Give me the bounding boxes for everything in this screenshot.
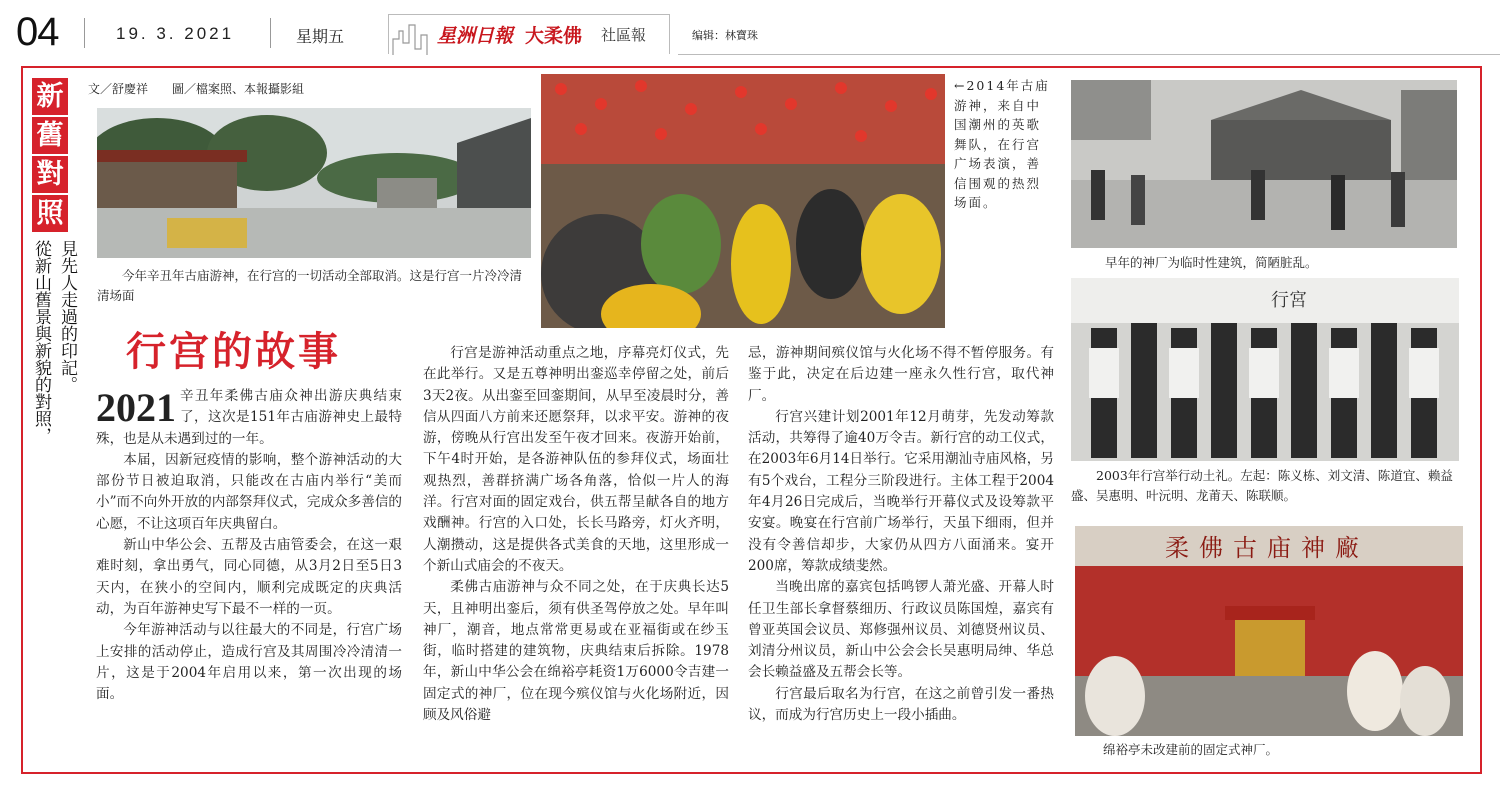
- article-paragraph: 本届，因新冠疫情的影响，整个游神活动的大部份节日被迫取消，只能改在古庙内举行“美而小”而不向外开放的内部祭拜仪式，完成众多善信的心愿，不让这项百年庆典留白。: [96, 451, 403, 532]
- photo-sign-text: 行宮: [1271, 290, 1307, 311]
- article-column-2: [423, 343, 729, 726]
- side-title-char: 照: [32, 195, 68, 232]
- article-paragraph: 当晚出席的嘉宾包括鸣锣人萧光盛、开幕人时任卫生部长拿督蔡细历、行政议员陈国煌，嘉宾有曾亚英国会议员、郑修强州议员、刘德贤州议员、刘清分州议员，新山中公会会长吴惠明局绅、华总会长赖益盛及五帮会长等。: [748, 579, 1054, 681]
- photo-caption: 绵裕亭未改建前的固定式神厂。: [1103, 742, 1279, 757]
- article-paragraph: 今年游神活动与以往最大的不同是，行宫广场上安排的活动停止，造成行宫及其周围冷冷清清一片，这是于2004年启用以来，第一次出现的场面。: [96, 622, 402, 703]
- article-paragraph: 忌，游神期间殡仪馆与火化场不得不暂停服务。有鉴于此，决定在后边建一座永久性行宫，取代神厂。: [748, 345, 1054, 404]
- photo-sign-text: 柔佛古庙神廠: [1165, 534, 1369, 562]
- divider: [84, 18, 85, 48]
- side-title: [32, 78, 68, 234]
- page-header: [0, 0, 1500, 62]
- side-title-char: 新: [32, 78, 68, 115]
- page-number: 04: [16, 10, 59, 54]
- photo-caption: 早年的神厂为临时性建筑，简陋脏乱。: [1105, 255, 1318, 270]
- issue-date: 19. 3. 2021: [116, 24, 235, 43]
- masthead-brand: 星洲日報: [437, 25, 514, 47]
- article-paragraph: 行宫是游神活动重点之地，序幕亮灯仪式，先在此举行。又是五尊神明出銮巡幸停留之处，前后3天2夜。从出銮至回銮期间，从早至凌晨时分，善信从四面八方前来还愿祭拜，以求平安。游神的夜游，傍晚从行宫出发至午夜才回来。夜游开始前，下午4时开始，是各游神队伍的参拜仪式，场面壮观热烈，善群挤满广场各角落，恰似一片人的海洋。行宫对面的固定戏台，供五帮呈献各自的地方戏酬神。行宫的入口处，长长马路旁，灯火齐明，人潮攒动，这是提供各式美食的天地，这里形成一个新山式庙会的不夜天。: [423, 345, 729, 574]
- weekday: 星期五: [296, 27, 345, 46]
- masthead: [388, 14, 670, 54]
- byline: 文／舒慶祥 圖／檔案照、本報攝影組: [88, 82, 305, 96]
- article-column-1: [96, 386, 402, 705]
- side-subtitle-1: 見先人走過的印記。: [57, 240, 77, 393]
- photo-crowd-2014: [541, 74, 945, 328]
- divider: [678, 54, 1500, 55]
- photo-empty-plaza: [97, 108, 531, 258]
- page-title: 行宫的故事: [126, 329, 341, 375]
- article-paragraph: 行宫兴建计划2001年12月萌芽，先发动筹款活动，共筹得了逾40万令吉。新行宫的动工仪式，在2003年6月14日举行。它采用潮汕寺庙风格，另有5个戏台，工程分三阶段进行。主体工程于2004年4月26日完成后，当晚举行开幕仪式及设筹款平安宴。晚宴在行宫前广场举行，天虽下细雨，但并没有令善信却步，大家仍从四方八面涌来。宴开200席，筹款成绩斐然。: [748, 408, 1054, 574]
- photo-groundbreaking-2003: [1071, 278, 1459, 461]
- article-column-3: [748, 343, 1054, 726]
- side-title-char: 舊: [32, 117, 68, 154]
- editor-credit: 编辑：林寶珠: [692, 29, 758, 42]
- divider: [270, 18, 271, 48]
- article-paragraph: 新山中华公会、五帮及古庙管委会，在这一艰难时刻，拿出勇气，同心同德，从3月2日至5日3天内，在狭小的空间内，顺利完成既定的庆典活动，为百年游神史写下最不一样的一页。: [96, 537, 402, 617]
- photo-caption: 今年辛丑年古庙游神，在行宫的一切活动全部取消。这是行宫一片冷冷清清场面: [97, 268, 523, 303]
- photo-old-shrine: [1071, 80, 1457, 248]
- article-paragraph: 行宫最后取名为行宫，在这之前曾引发一番热议，而成为行宫历史上一段小插曲。: [748, 685, 1054, 724]
- photo-caption: ←2014年古庙游神，来自中国潮州的英歌舞队，在行宫广场表演，善信围观的热烈场面。: [954, 78, 1050, 210]
- photo-fixed-shrine: [1075, 526, 1463, 736]
- side-subtitle-2: 從新山舊景與新貌的對照，: [31, 240, 51, 444]
- side-title-char: 對: [32, 156, 68, 193]
- article-paragraph: 2021 辛丑年柔佛古庙众神出游庆典结束了，这次是151年古庙游神史上最特殊，也是从未遇到过的一年。: [96, 385, 402, 447]
- photo-caption: 2003年行宫举行动土礼。左起：陈义栋、刘文清、陈道宜、赖益盛、吴惠明、叶沅明、龙莆天、陈联顺。: [1071, 468, 1453, 503]
- masthead-section: 大柔佛: [525, 25, 583, 47]
- drop-cap: 2021: [96, 385, 176, 430]
- masthead-suffix: 社區報: [601, 26, 647, 44]
- article-paragraph: 柔佛古庙游神与众不同之处，在于庆典长达5天，且神明出銮后，须有供圣驾停放之处。早年叫神厂，潮音，地点常常更易或在亚福街或在纱玉街，临时搭建的建筑物，庆典结束后拆除。1978年，新山中华公会在绵裕亭耗资1万6000令吉建一固定式的神厂，位在现今殡仪馆与火化场附近，因顾及风俗避: [423, 579, 729, 724]
